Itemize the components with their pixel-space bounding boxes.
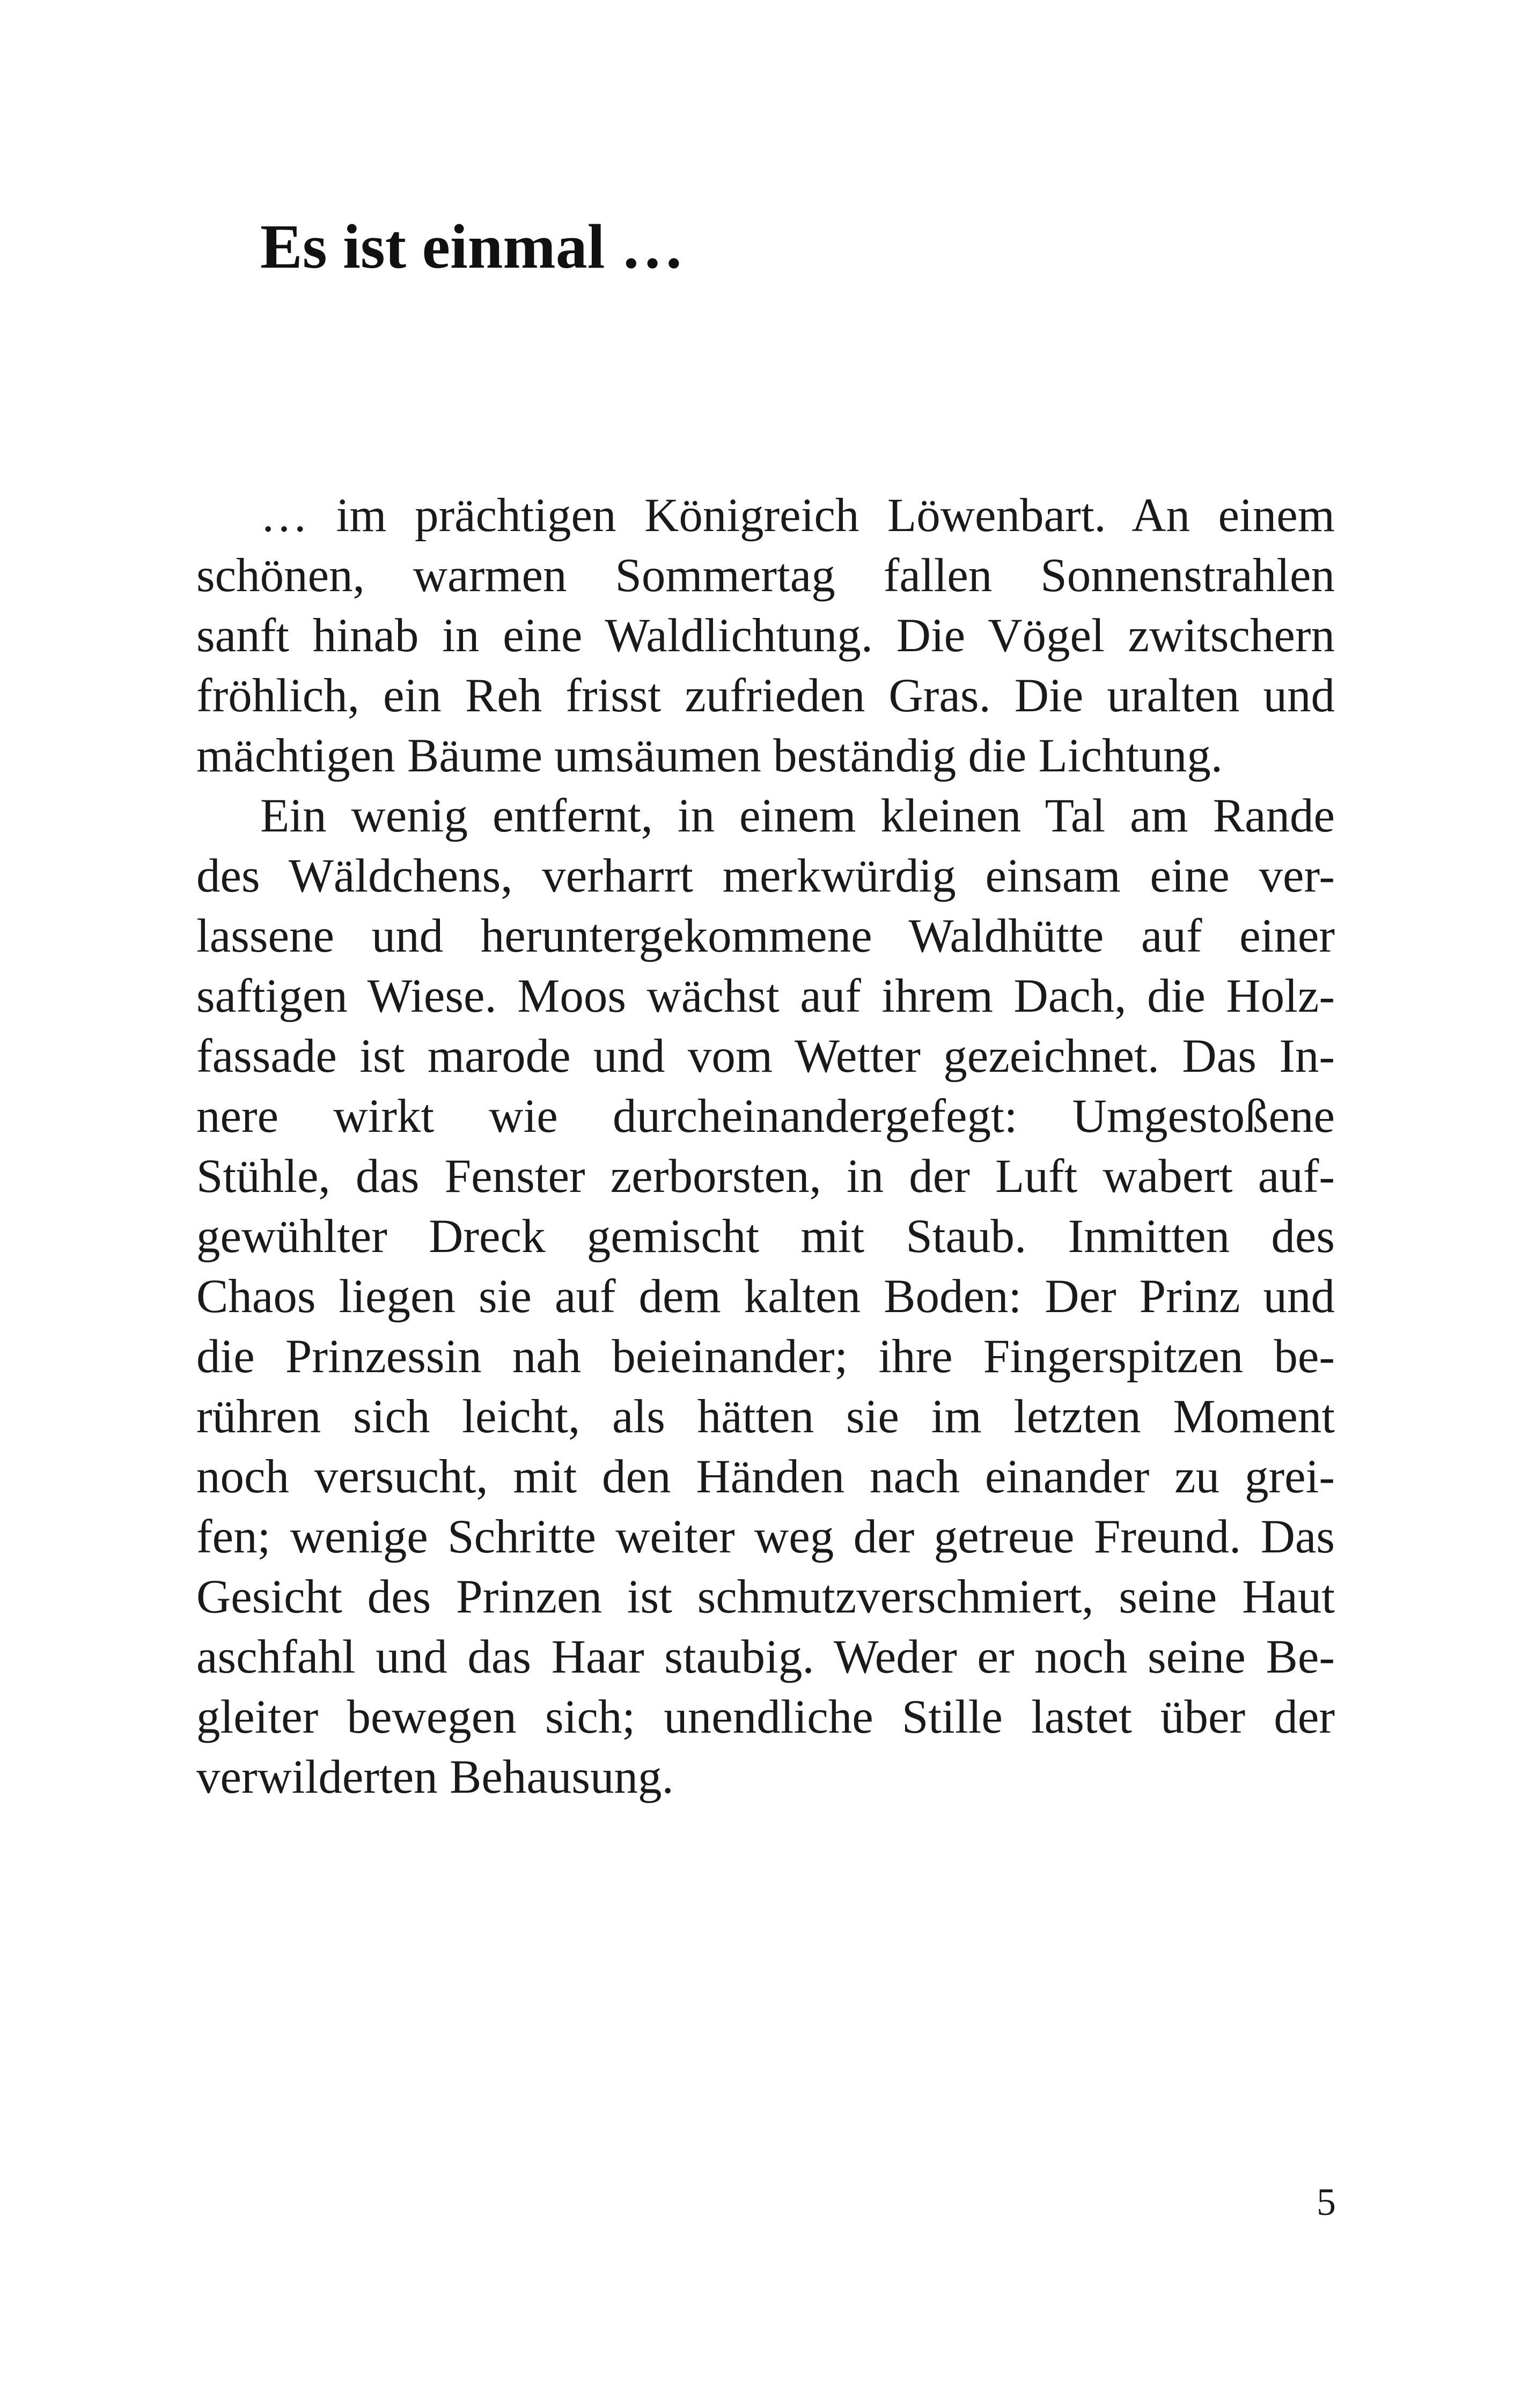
page-number: 5: [1317, 2181, 1336, 2223]
text-line: Stühle, das Fenster zerborsten, in der Luft wabert auf-: [196, 1150, 1335, 1203]
text-line: gleiter bewegen sich; unendliche Stille lastet über der: [196, 1691, 1335, 1743]
chapter-title: Es ist einmal …: [260, 211, 684, 282]
text-line: aschfahl und das Haar staubig. Weder er noch seine Be-: [196, 1631, 1335, 1683]
text-line: Ein wenig entfernt, in einem kleinen Tal am Rande: [260, 790, 1335, 842]
text-line: des Wäldchens, verharrt merkwürdig einsam eine ver-: [196, 850, 1335, 902]
text-line: … im prächtigen Königreich Löwenbart. An einem: [260, 489, 1335, 542]
text-line: nere wirkt wie durcheinandergefegt: Umgestoßene: [196, 1090, 1335, 1143]
text-line: noch versucht, mit den Händen nach einander zu grei-: [196, 1450, 1335, 1503]
text-line: sanft hinab in eine Waldlichtung. Die Vögel zwitschern: [196, 609, 1335, 662]
text-line: rühren sich leicht, als hätten sie im letzten Moment: [196, 1390, 1335, 1443]
text-line: lassene und heruntergekommene Waldhütte auf einer: [196, 910, 1335, 962]
text-line: fassade ist marode und vom Wetter gezeichnet. Das In-: [196, 1030, 1335, 1083]
text-line: gewühlter Dreck gemischt mit Staub. Inmitten des: [196, 1210, 1335, 1263]
text-line: schönen, warmen Sommertag fallen Sonnenstrahlen: [196, 549, 1335, 602]
text-line: fröhlich, ein Reh frisst zufrieden Gras. Die uralten und: [196, 669, 1335, 722]
text-line: verwilderten Behausung.: [196, 1751, 674, 1803]
body-text: [196, 485, 1335, 1807]
text-line: Gesicht des Prinzen ist schmutzverschmiert, seine Haut: [196, 1571, 1335, 1623]
text-line: die Prinzessin nah beieinander; ihre Fingerspitzen be-: [196, 1330, 1335, 1383]
text-line: saftigen Wiese. Moos wächst auf ihrem Dach, die Holz-: [196, 970, 1335, 1022]
text-line: fen; wenige Schritte weiter weg der getreue Freund. Das: [196, 1511, 1335, 1563]
text-line: mächtigen Bäume umsäumen beständig die Lichtung.: [196, 730, 1223, 782]
text-line: Chaos liegen sie auf dem kalten Boden: Der Prinz und: [196, 1270, 1335, 1323]
